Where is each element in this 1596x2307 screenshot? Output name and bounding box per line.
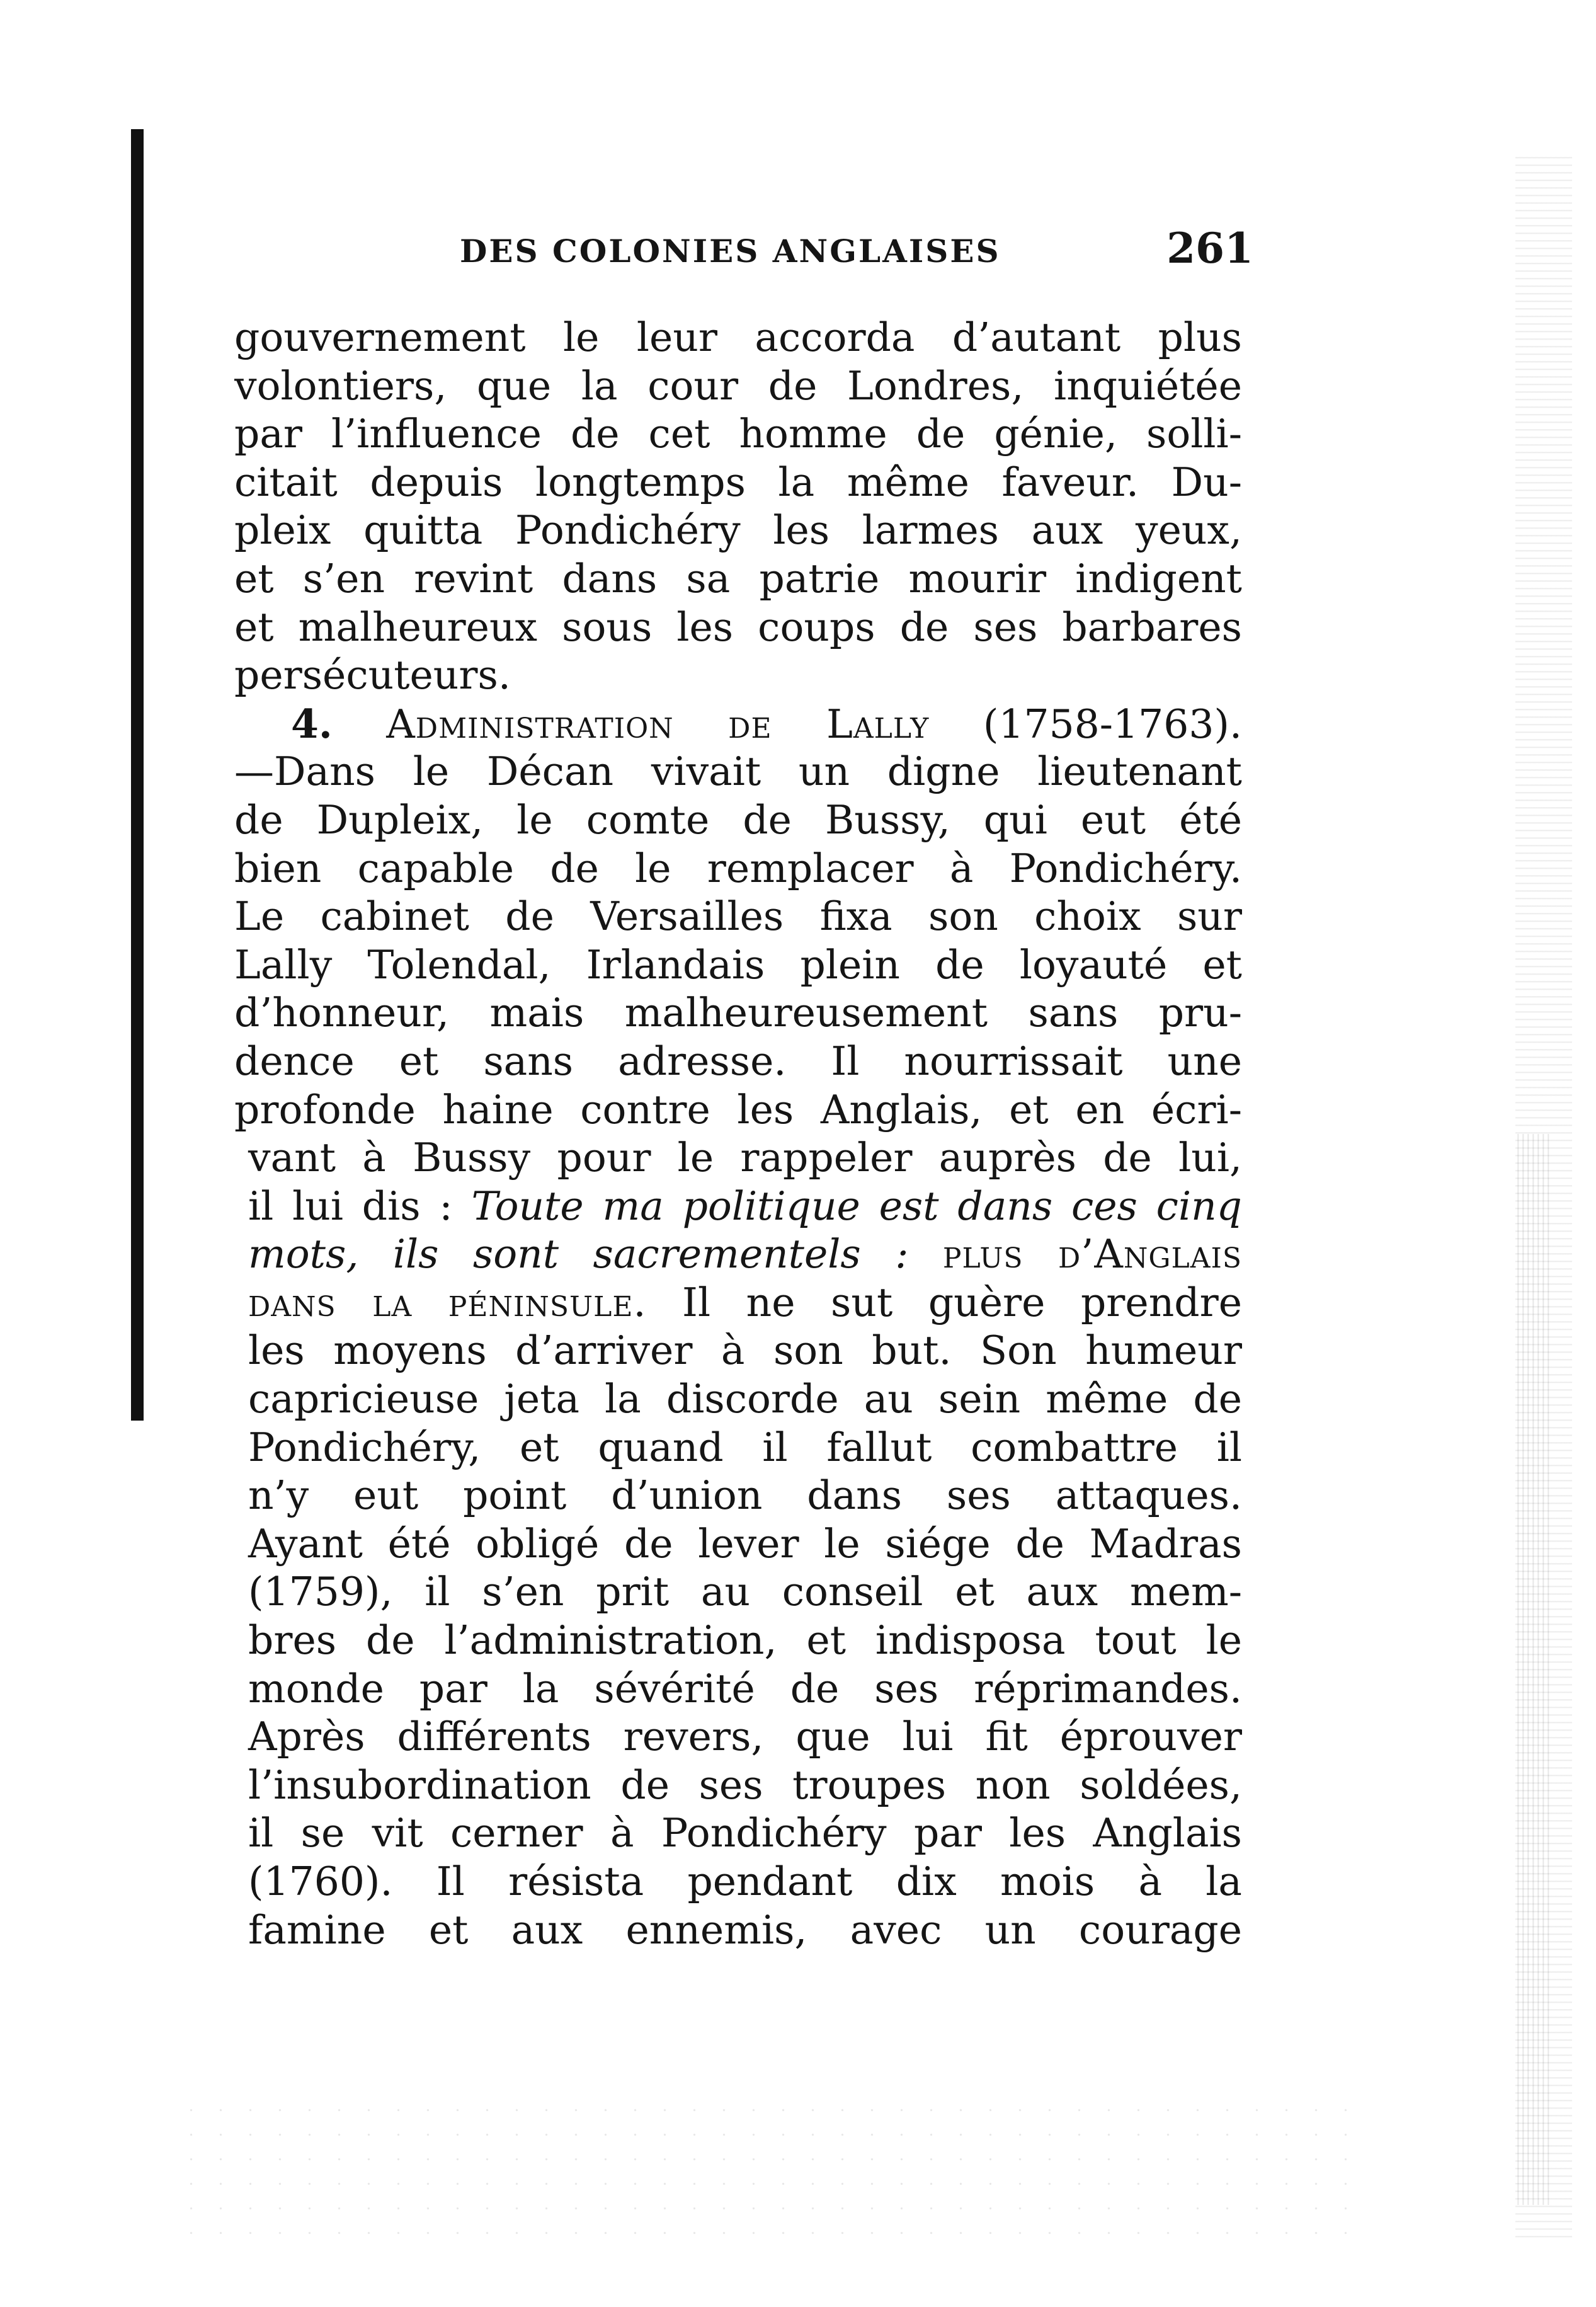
text-line: capricieuse jeta la discorde au sein même de xyxy=(248,1376,1242,1423)
text-line: d’honneur, mais malheureusement sans pru- xyxy=(234,990,1242,1036)
text-line: bien capable de le remplacer à Pondichéry. xyxy=(234,845,1242,891)
text-line: Après différents revers, que lui fit éprouver xyxy=(248,1714,1242,1760)
quote-italic: Toute ma politique est dans ces cinq xyxy=(471,1182,1242,1229)
text-line: citait depuis longtemps la même faveur. Du- xyxy=(234,459,1242,505)
quote-caps: dans la péninsule. xyxy=(248,1279,647,1325)
page-edge-shadow-lower xyxy=(1514,1134,1552,2205)
margin-rule xyxy=(131,129,144,1421)
text-line: (1759), il s’en prit au conseil et aux mem- xyxy=(248,1569,1242,1615)
paragraph-1 xyxy=(234,314,1242,700)
paper-specks xyxy=(176,2098,1373,2236)
quote-prefix: il lui dis : xyxy=(248,1182,472,1229)
text-line: de Dupleix, le comte de Bussy, qui eut été xyxy=(234,796,1242,843)
section-4 xyxy=(234,700,1242,1954)
text-line: monde par la sévérité de ses réprimandes. xyxy=(248,1665,1242,1712)
quote-italic: mots, ils sont sacrementels : xyxy=(248,1231,909,1278)
section-heading-line xyxy=(234,700,1242,748)
running-title: DES COLONIES ANGLAISES xyxy=(460,232,1001,270)
text-line: et malheureux sous les coups de ses barbares xyxy=(234,604,1242,650)
text-line: et s’en revint dans sa patrie mourir indigent xyxy=(234,555,1242,602)
text-line: vant à Bussy pour le rappeler auprès de lui, xyxy=(248,1135,1242,1181)
text-line: dence et sans adresse. Il nourrissait une xyxy=(234,1038,1242,1084)
text-line: les moyens d’arriver à son but. Son humeur xyxy=(248,1327,1242,1374)
body-text xyxy=(234,314,1242,1954)
text-line: volontiers, que la cour de Londres, inquiétée xyxy=(234,362,1242,409)
quote-rest: Il ne sut guère prendre xyxy=(646,1279,1242,1325)
text-line: l’insubordination de ses troupes non soldées, xyxy=(248,1761,1242,1808)
text-line: Ayant été obligé de lever le siége de Madras xyxy=(248,1520,1242,1567)
running-head xyxy=(460,224,1253,280)
text-line: (1760). Il résista pendant dix mois à la xyxy=(248,1858,1242,1904)
section-dates: (1758-1763). xyxy=(983,701,1242,747)
section-heading: Administration de Lally xyxy=(386,701,930,747)
text-line: —Dans le Décan vivait un digne lieutenant xyxy=(234,748,1242,795)
text-line: bres de l’administration, et indisposa tout le xyxy=(248,1617,1242,1664)
quote-line xyxy=(234,1182,1242,1231)
quote-caps: plus d’Anglais xyxy=(942,1231,1242,1278)
text-line: par l’influence de cet homme de génie, solli- xyxy=(234,411,1242,457)
text-line: Pondichéry, et quand il fallut combattre il xyxy=(248,1424,1242,1470)
text-line: persécuteurs. xyxy=(234,652,511,699)
text-line: Le cabinet de Versailles fixa son choix sur xyxy=(234,893,1242,940)
text-line: profonde haine contre les Anglais, et en écri- xyxy=(234,1086,1242,1133)
section-number: 4. xyxy=(291,700,333,747)
quote-line xyxy=(234,1279,1242,1327)
text-line: il se vit cerner à Pondichéry par les Anglais xyxy=(248,1810,1242,1857)
text-line: n’y eut point d’union dans ses attaques. xyxy=(248,1472,1242,1519)
text-line: pleix quitta Pondichéry les larmes aux yeux, xyxy=(234,507,1242,554)
quote-line xyxy=(234,1230,1242,1279)
page-number: 261 xyxy=(1166,224,1253,273)
text-line: famine et aux ennemis, avec un courage xyxy=(248,1906,1242,1953)
text-line: gouvernement le leur accorda d’autant plus xyxy=(234,314,1242,360)
text-line: Lally Tolendal, Irlandais plein de loyauté et xyxy=(234,941,1242,988)
